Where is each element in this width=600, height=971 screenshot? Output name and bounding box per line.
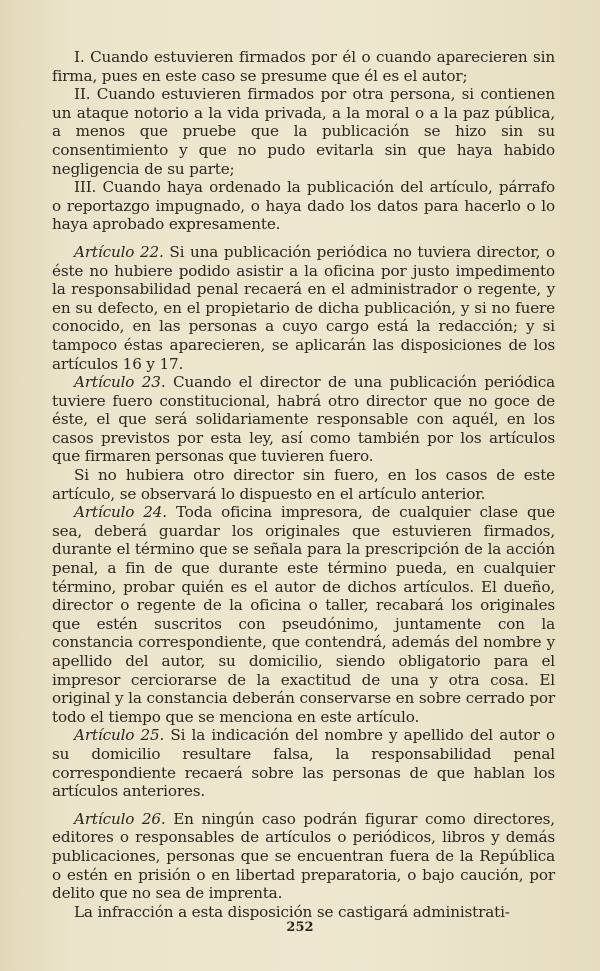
paragraph (52, 466, 555, 503)
page-number: 252 (286, 920, 314, 935)
article-label: Artículo 23. (74, 373, 166, 392)
paragraph-text: Toda oficina impresora, de cualquier clase que sea, deberá guardar los originales que estuvieren firmados, durante el término que se señala para la prescripción de la acción penal, a fin de que durante este término pueda, en cualquier término, probar quién es el autor de dichos artículos. El dueño, director o regente de la oficina o taller, recabará los originales que estén suscritos con pseudónimo, juntamente con la constancia correspondiente, que contendrá, además del nombre y apellido del autor, su domicilio, siendo obligatorio para el impresor cerciorarse de la exactitud de una y otra cosa. El original y la constancia deberán conservarse en sobre cerrado por todo el tiempo que se menciona en este artículo. (52, 503, 555, 726)
article-label: Artículo 25. (74, 726, 165, 745)
paragraph-text: Cuando el director de una publicación periódica tuviere fuero constitucional, habrá otro director que no goce de éste, el que será solidariamente responsable con aquél, en los casos previstos por esta ley, así como también por los artículos que firmaren personas que tuvieren fuero. (52, 373, 555, 466)
paragraph-text: II. Cuando estuvieren firmados por otra persona, si contienen un ataque notorio a la vida privada, a la moral o a la paz pública, a menos que pruebe que la publicación se hizo sin su consentimiento y que no pudo evitarla sin que haya habido negligencia de su parte; (52, 85, 555, 178)
paragraph (52, 178, 555, 234)
article-paragraph (52, 243, 555, 373)
article-label: Artículo 22. (74, 242, 164, 261)
paragraph-text: La infracción a esta disposición se castigará administrati- (74, 902, 510, 921)
page-text (52, 48, 555, 921)
paragraph-text: Si una publicación periódica no tuviera director, o éste no hubiere podido asistir a la oficina por justo impedimento la responsabilidad penal recaerá en el administrador o regente, y en su defecto, en el propietario de dicha publicación, y si no fuere conocido, en las personas a cuyo cargo está la redacción; y si tampoco éstas aparecieren, se aplicarán las disposiciones de los artículos 16 y 17. (52, 242, 555, 373)
paragraph (52, 903, 555, 922)
paragraph-text: III. Cuando haya ordenado la publicación del artículo, párrafo o reportazgo impugnado, o haya dado los datos para hacerlo o lo haya aprobado expresamente. (52, 178, 555, 234)
article-paragraph (52, 503, 555, 726)
paragraph-text: I. Cuando estuvieren firmados por él o cuando aparecieren sin firma, pues en este caso se presume que él es el autor; (52, 48, 555, 85)
article-paragraph (52, 373, 555, 466)
paragraph (52, 48, 555, 85)
article-label: Artículo 26. (74, 809, 166, 828)
paragraph-text: En ningún caso podrán figurar como directores, editores o responsables de artículos o periódicos, libros y demás publicaciones, personas que se encuentran fuera de la República o estén en prisión o en libertad preparatoria, o bajo caución, por delito que no sea de imprenta. (52, 809, 555, 903)
article-paragraph (52, 726, 555, 800)
paragraph-text: Si la indicación del nombre y apellido del autor o su domicilio resultare falsa, la responsabilidad penal correspondiente recaerá sobre las personas de que hablan los artículos anteriores. (52, 726, 555, 801)
paragraph (52, 85, 555, 178)
paragraph-text: Si no hubiera otro director sin fuero, en los casos de este artículo, se observará lo dispuesto en el artículo anterior. (52, 466, 555, 503)
article-label: Artículo 24. (74, 503, 167, 522)
article-paragraph (52, 810, 555, 903)
